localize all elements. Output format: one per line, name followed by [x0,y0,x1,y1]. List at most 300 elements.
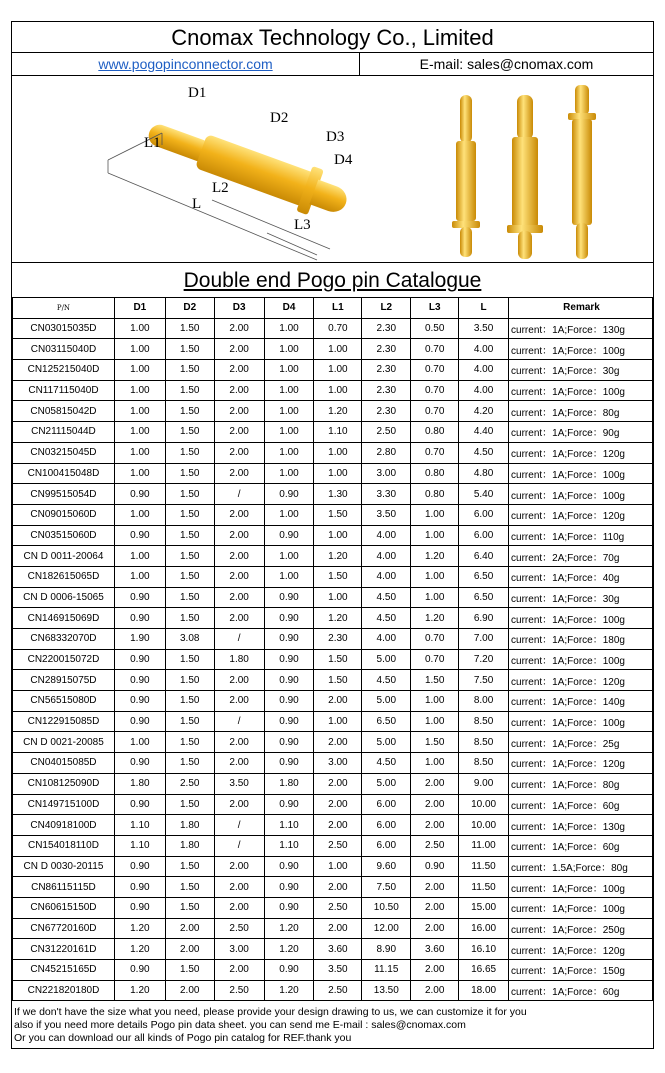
table-cell: 2.00 [214,318,264,339]
table-cell: 4.00 [362,566,411,587]
table-cell: 2.00 [411,897,459,918]
table-cell: 6.00 [459,504,509,525]
table-cell: 1.20 [114,939,165,960]
table-cell: 1.50 [165,566,214,587]
table-cell: 1.10 [114,815,165,836]
table-cell: 1.10 [264,815,314,836]
table-cell: 0.70 [411,360,459,381]
table-cell: 1.50 [165,318,214,339]
table-cell: 4.50 [362,608,411,629]
table-cell: CN03015035D [13,318,115,339]
table-cell: 2.00 [411,815,459,836]
table-cell: 0.80 [411,422,459,443]
table-cell: 2.00 [411,960,459,981]
table-cell: current：1A;Force：100g [509,711,653,732]
table-cell: 1.90 [114,629,165,650]
table-cell: CN125215040D [13,360,115,381]
table-row [13,566,653,587]
table-cell: current：1A;Force：100g [509,608,653,629]
table-cell: 0.90 [114,856,165,877]
table-cell: 1.50 [165,670,214,691]
table-row [13,422,653,443]
table-cell: 1.00 [264,463,314,484]
table-cell: 0.70 [411,649,459,670]
table-cell: 2.50 [165,773,214,794]
table-cell: 2.50 [314,835,362,856]
table-cell: 0.90 [264,629,314,650]
table-cell: current：1A;Force：140g [509,691,653,712]
table-cell: CN45215165D [13,960,115,981]
column-header: D4 [264,298,314,319]
table-cell: 2.00 [314,773,362,794]
table-cell: 1.50 [165,339,214,360]
table-row [13,442,653,463]
table-cell: current：1A;Force：100g [509,649,653,670]
table-cell: 5.00 [362,691,411,712]
table-cell: 1.00 [314,442,362,463]
table-cell: 16.10 [459,939,509,960]
table-cell: 5.00 [362,649,411,670]
table-cell: 1.50 [165,525,214,546]
label-l2: L2 [212,180,229,196]
table-cell: 8.50 [459,711,509,732]
table-cell: 1.00 [314,360,362,381]
table-cell: 1.50 [165,877,214,898]
table-cell: 2.00 [214,608,264,629]
table-cell: 2.30 [314,629,362,650]
table-cell: 1.20 [314,546,362,567]
table-cell: current：1A;Force：100g [509,484,653,505]
table-cell: 1.80 [165,835,214,856]
table-cell: 1.50 [165,753,214,774]
table-cell: CN21115044D [13,422,115,443]
table-cell: 1.00 [264,380,314,401]
table-cell: CN146915069D [13,608,115,629]
table-row [13,918,653,939]
table-cell: 1.00 [114,380,165,401]
table-row [13,587,653,608]
table-cell: 0.90 [264,649,314,670]
table-cell: 1.00 [314,380,362,401]
pin-photo-1 [452,95,480,257]
table-cell: 2.30 [362,380,411,401]
table-cell: 1.00 [114,339,165,360]
table-cell: 2.00 [214,877,264,898]
table-cell: 1.00 [411,566,459,587]
table-row [13,960,653,981]
contact-row [12,52,653,76]
table-cell: CN100415048D [13,463,115,484]
table-cell: 2.50 [314,980,362,1001]
table-cell: 1.50 [314,566,362,587]
table-cell: 2.00 [214,360,264,381]
table-cell: 11.00 [459,835,509,856]
table-cell: 4.00 [362,546,411,567]
table-cell: 0.90 [114,525,165,546]
table-row [13,649,653,670]
table-cell: 1.50 [165,504,214,525]
table-cell: 12.00 [362,918,411,939]
table-cell: 0.90 [114,484,165,505]
table-cell: 1.00 [114,422,165,443]
table-cell: 1.50 [165,380,214,401]
table-cell: 1.00 [411,711,459,732]
table-cell: 2.00 [214,794,264,815]
table-cell: CN182615065D [13,566,115,587]
label-l1: L1 [144,135,161,151]
table-row [13,504,653,525]
website-link[interactable]: www.pogopinconnector.com [12,53,360,75]
label-l3: L3 [294,217,311,233]
table-cell: 6.50 [362,711,411,732]
table-cell: 4.00 [362,629,411,650]
table-cell: current：1A;Force：30g [509,360,653,381]
table-cell: current：1A;Force：150g [509,960,653,981]
table-cell: 1.10 [264,835,314,856]
table-cell: 1.50 [165,960,214,981]
table-cell: 2.00 [214,525,264,546]
table-cell: current：1A;Force：100g [509,463,653,484]
column-header: D2 [165,298,214,319]
note-line: If we don't have the size what you need, please provide your design drawing to us, we can customize it for you [14,1006,527,1018]
table-cell: 2.00 [214,691,264,712]
table-cell: 2.00 [214,504,264,525]
table-cell: 0.90 [264,856,314,877]
table-cell: 2.00 [214,546,264,567]
table-cell: / [214,484,264,505]
table-cell: 0.90 [264,670,314,691]
table-row [13,897,653,918]
table-cell: 18.00 [459,980,509,1001]
table-cell: 1.50 [165,546,214,567]
table-cell: 2.00 [214,732,264,753]
table-cell: 0.70 [411,380,459,401]
table-cell: CN117115040D [13,380,115,401]
table-cell: 3.00 [214,939,264,960]
table-cell: current：1A;Force：130g [509,815,653,836]
table-cell: 2.00 [411,773,459,794]
table-cell: 0.90 [264,484,314,505]
table-cell: current：1A;Force：250g [509,918,653,939]
column-header: L3 [411,298,459,319]
label-l: L [192,196,202,212]
table-cell: CN220015072D [13,649,115,670]
table-cell: 4.50 [362,670,411,691]
table-cell: / [214,815,264,836]
table-cell: 1.50 [165,732,214,753]
table-cell: 10.50 [362,897,411,918]
table-cell: CN149715100D [13,794,115,815]
table-cell: 1.20 [114,980,165,1001]
table-cell: 0.90 [114,877,165,898]
table-row [13,629,653,650]
table-cell: 2.00 [314,877,362,898]
table-cell: current：1A;Force：120g [509,939,653,960]
table-cell: 4.00 [459,380,509,401]
spec-table [12,297,653,1001]
table-cell: 1.20 [411,546,459,567]
table-cell: 4.50 [459,442,509,463]
table-cell: 1.20 [314,401,362,422]
table-cell: 4.00 [362,525,411,546]
table-cell: 2.00 [214,380,264,401]
table-cell: current：1A;Force：90g [509,422,653,443]
table-row [13,546,653,567]
table-cell: current：1A;Force：25g [509,732,653,753]
label-d4: D4 [334,152,353,168]
table-cell: current：1A;Force：60g [509,980,653,1001]
table-cell: current：1A;Force：60g [509,835,653,856]
table-cell: CN40918100D [13,815,115,836]
table-cell: 0.70 [411,339,459,360]
table-cell: 2.00 [314,691,362,712]
table-cell: 2.00 [314,815,362,836]
table-cell: 4.80 [459,463,509,484]
table-cell: 1.00 [264,422,314,443]
table-cell: 3.30 [362,484,411,505]
table-cell: 1.00 [314,463,362,484]
table-cell: 7.50 [459,670,509,691]
table-cell: 0.90 [264,960,314,981]
table-cell: 1.50 [165,463,214,484]
table-cell: 2.00 [314,918,362,939]
table-cell: 16.00 [459,918,509,939]
table-cell: 0.90 [264,691,314,712]
table-cell: 6.00 [362,835,411,856]
table-cell: CN D 0030-20115 [13,856,115,877]
catalogue-title: Double end Pogo pin Catalogue [183,269,482,292]
table-cell: 1.00 [264,546,314,567]
table-cell: CN03215045D [13,442,115,463]
table-cell: 3.08 [165,629,214,650]
table-cell: 1.80 [165,815,214,836]
table-cell: 8.50 [459,732,509,753]
table-cell: 3.60 [314,939,362,960]
table-cell: 1.50 [165,856,214,877]
table-cell: 6.00 [459,525,509,546]
table-cell: 2.30 [362,318,411,339]
table-cell: 1.30 [314,484,362,505]
table-row [13,318,653,339]
table-cell: 4.50 [362,753,411,774]
table-cell: 0.90 [114,897,165,918]
product-images [12,75,653,263]
table-cell: 8.90 [362,939,411,960]
table-row [13,980,653,1001]
table-cell: 0.90 [114,691,165,712]
table-cell: 5.00 [362,773,411,794]
table-cell: 2.00 [214,587,264,608]
table-cell: 2.00 [214,442,264,463]
table-cell: 0.90 [114,960,165,981]
table-cell: CN154018110D [13,835,115,856]
table-cell: current：1.5A;Force：80g [509,856,653,877]
table-cell: current：1A;Force：180g [509,629,653,650]
table-cell: 1.50 [165,401,214,422]
table-cell: 16.65 [459,960,509,981]
table-cell: 8.00 [459,691,509,712]
table-cell: 1.00 [411,753,459,774]
table-cell: 2.00 [214,897,264,918]
table-cell: 1.00 [411,504,459,525]
table-cell: 10.00 [459,815,509,836]
table-cell: 1.50 [165,422,214,443]
table-cell: 1.00 [114,546,165,567]
table-cell: 0.90 [264,525,314,546]
table-cell: CN56515080D [13,691,115,712]
table-row [13,835,653,856]
table-cell: 0.70 [411,442,459,463]
table-cell: 2.30 [362,401,411,422]
table-cell: 0.90 [264,877,314,898]
table-cell: 1.00 [314,339,362,360]
column-header: L1 [314,298,362,319]
table-cell: 5.40 [459,484,509,505]
table-row [13,856,653,877]
table-cell: 2.50 [214,980,264,1001]
table-cell: current：1A;Force：40g [509,566,653,587]
table-cell: 8.50 [459,753,509,774]
table-cell: 3.00 [314,753,362,774]
table-cell: CN03115040D [13,339,115,360]
table-cell: 1.50 [165,484,214,505]
table-cell: 2.00 [411,918,459,939]
table-row [13,773,653,794]
column-header: L [459,298,509,319]
table-cell: 1.50 [411,732,459,753]
table-cell: 2.00 [411,980,459,1001]
table-cell: current：1A;Force：130g [509,318,653,339]
table-cell: 2.00 [214,463,264,484]
table-cell: 1.50 [411,670,459,691]
table-cell: 2.00 [214,960,264,981]
table-cell: CN68332070D [13,629,115,650]
table-row [13,732,653,753]
table-cell: 1.50 [165,360,214,381]
table-cell: 0.80 [411,484,459,505]
table-cell: 0.90 [114,670,165,691]
note-line: Or you can download our all kinds of Pogo pin catalog for REF.thank you [14,1032,352,1044]
column-header: D1 [114,298,165,319]
table-cell: 1.00 [314,587,362,608]
table-cell: 2.00 [214,670,264,691]
table-cell: current：1A;Force：120g [509,670,653,691]
table-cell: current：1A;Force：120g [509,753,653,774]
table-cell: 0.70 [314,318,362,339]
table-cell: / [214,629,264,650]
table-cell: 1.10 [114,835,165,856]
table-cell: CN D 0021-20085 [13,732,115,753]
table-row [13,670,653,691]
table-cell: / [214,711,264,732]
table-row [13,753,653,774]
company-title: Cnomax Technology Co., Limited [171,25,494,50]
table-cell: 7.20 [459,649,509,670]
table-cell: current：1A;Force：110g [509,525,653,546]
table-cell: 2.00 [214,753,264,774]
footer-notes [14,1006,651,1045]
table-cell: 1.50 [165,442,214,463]
table-cell: 0.90 [114,794,165,815]
table-cell: 0.70 [411,401,459,422]
table-header-row [13,298,653,319]
table-cell: 1.00 [264,318,314,339]
table-cell: 2.00 [214,856,264,877]
table-cell: 5.00 [362,732,411,753]
table-cell: 1.80 [214,649,264,670]
table-cell: CN D 0011-20064 [13,546,115,567]
table-cell: 1.00 [114,566,165,587]
table-cell: 10.00 [459,794,509,815]
catalogue-sheet [11,21,654,1049]
table-cell: 6.50 [459,566,509,587]
table-cell: 3.50 [314,960,362,981]
table-cell: 13.50 [362,980,411,1001]
table-cell: 1.50 [165,794,214,815]
table-cell: 0.90 [264,794,314,815]
table-cell: 4.00 [459,360,509,381]
table-cell: 1.20 [114,918,165,939]
table-cell: 0.90 [114,608,165,629]
table-cell: 0.90 [264,753,314,774]
table-cell: 6.00 [362,815,411,836]
table-cell: 0.80 [411,463,459,484]
table-cell: 1.50 [314,649,362,670]
pin-photo-2 [507,95,543,259]
table-cell: 1.50 [165,587,214,608]
table-cell: 7.50 [362,877,411,898]
table-cell: CN122915085D [13,711,115,732]
table-cell: 2.00 [214,422,264,443]
table-cell: CN60615150D [13,897,115,918]
table-cell: 6.00 [362,794,411,815]
table-cell: 11.50 [459,877,509,898]
table-cell: 0.90 [264,711,314,732]
table-cell: current：2A;Force：70g [509,546,653,567]
table-cell: 15.00 [459,897,509,918]
table-cell: 0.90 [411,856,459,877]
table-cell: 1.50 [165,897,214,918]
table-row [13,360,653,381]
table-cell: 2.00 [314,794,362,815]
table-cell: 0.70 [411,629,459,650]
table-cell: CN03515060D [13,525,115,546]
table-cell: 2.00 [411,877,459,898]
table-cell: 1.00 [314,525,362,546]
table-cell: 1.10 [314,422,362,443]
column-header: L2 [362,298,411,319]
table-cell: current：1A;Force：100g [509,877,653,898]
table-cell: current：1A;Force：100g [509,339,653,360]
table-cell: 1.00 [114,318,165,339]
table-cell: 7.00 [459,629,509,650]
table-cell: 1.50 [314,670,362,691]
label-d2: D2 [270,110,289,126]
table-cell: 2.80 [362,442,411,463]
table-cell: CN05815042D [13,401,115,422]
table-cell: 1.00 [264,339,314,360]
table-cell: 0.90 [114,711,165,732]
table-cell: 1.00 [114,504,165,525]
table-cell: current：1A;Force：100g [509,380,653,401]
table-cell: current：1A;Force：120g [509,504,653,525]
table-cell: 1.00 [314,711,362,732]
column-header: Remark [509,298,653,319]
table-cell: 4.50 [362,587,411,608]
label-d3: D3 [326,129,345,145]
table-cell: 1.50 [165,608,214,629]
table-cell: CN99515054D [13,484,115,505]
